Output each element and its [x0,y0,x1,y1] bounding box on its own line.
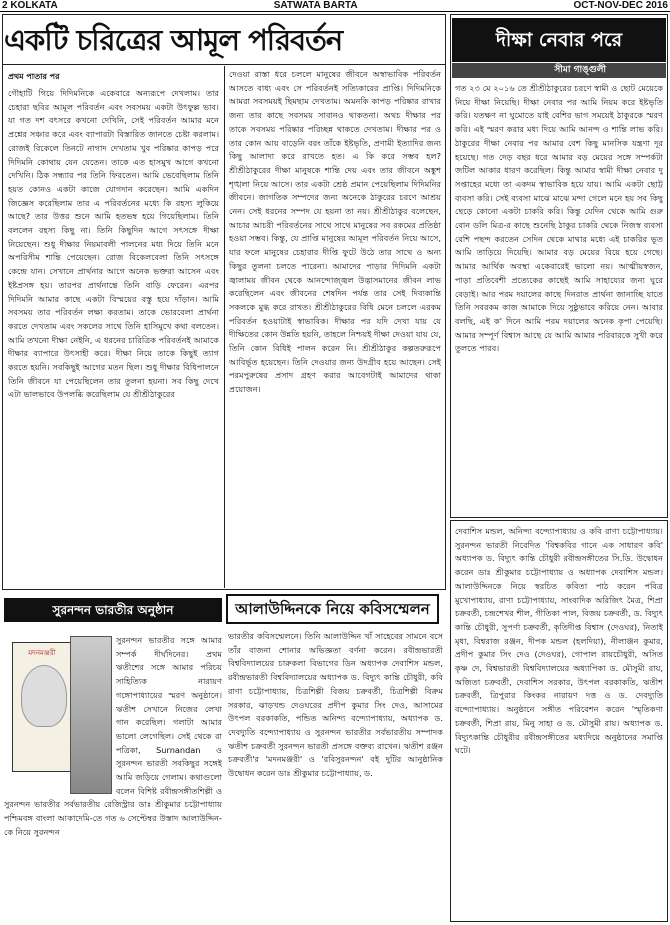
header-right: OCT-NOV-DEC 2016 [573,0,668,11]
article-side-body-text: গত ২৩ মে ২০১৬ তে শ্রীশ্রীঠাকুরের চরণে স্বামী ও ছোট মেয়েকে নিয়ে দীক্ষা নিয়েছি। দীক্ষা নেবার পর আমি নিয়ম করে ইষ্টভৃতি করি। যতক্ষণ না ঘুমোতে যাই বেশির ভাগ সময়েই ঠাকুরকে স্মরণ করি। এই স্মরণ করার মধ্য দিয়ে আমি আনন্দ ও শান্তি লাভ করি। ঠাকুরের দীক্ষা নেবার পর আমার বেশ কিছু মানসিক যন্ত্রণা দূর হয়েছে। গত দেড় বছর ধরে আমার বড় মেয়ের সঙ্গে সম্পর্কটা জটিল আকার ধারণ করেছিল। কিন্তু আমার স্বামী দীক্ষা নেবার দু সপ্তাহের মধ্যে তা একদম স্বাভাবিক হয়ে যায়। আমি একটা ছোট্ট ব্যবসা করি। সেই ব্যবসা মাঝে মাঝে মন্দা গেলে মনে হয় সব কিছু ছেড়ে কোনো একটা চাকরি করি। কিন্তু যেদিন থেকে আমি গুরু বোন ডলি মিত্র-র কাছে শুনেছি ঠাকুর চাকরি থেকে নিজস্ব ব্যবসা বেশি পছন্দ করতেন সেদিন থেকে মাথার মধ্যে এই চাকরির ভূত আমি তাড়িয়ে দিয়েছি। আমার বড় মেয়ের বিয়ে হয়ে গেছে। আমার আর্থিক অবস্থা একেবারেই ভালো নয়। আত্মীয়স্বজন, পাড়া প্রতিবেশী প্রত্যেকের কাছেই আমি সাহায্যের জন্য ঘুরে বেড়াই। আর পরম দয়ালের কাছে দিনরাত প্রার্থনা জানাচ্ছি যাতে তিনি সবরকম কাজ আমাকে দিয়ে সুষ্ঠুভাবে করিয়ে নেন। আবার বলছি, এই ক' দিনে আমি পরম দয়ালের অনেক কৃপা পেয়েছি। আমার সম্পূর্ণ বিশ্বাস আছে যে আমি আমার পরিবারকে সুখী করে তুলতে পারব। [455,83,663,354]
article-main-kicker: প্রথম পাতার পর [8,72,60,81]
article-side-body [455,82,663,514]
book-cover-title: মদনমঞ্জরী [28,649,56,657]
column-divider [224,66,225,588]
article-event-section-label: সুরনন্দন ভারতীর অনুষ্ঠান [4,598,222,622]
article-event-col-2 [228,630,443,922]
article-side-headline: দীক্ষা নেবার পরে [452,18,666,62]
article-event-col-3-text: দেবাশিস মন্ডল, অনিন্দ্য বন্দ্যোপাধ্যায় ও কবি রাণা চট্টোপাধ্যায়। সুরনন্দন ভারতী নিবেদিত 'বিশ্বকবির গানে এক সাধারণ কবি' অধ্যাপক ড. বিদ্যুৎ কান্তি চৌধুরী রবীন্দ্রসঙ্গীতের সি.ডি. উদ্বোধন করেন ডাঃ শ্রীকুমার চট্টোপাধ্যায় ও অধ্যাপক দেবাশিস মন্ডল। আলাউদ্দিনকে নিয়ে স্বরচিত কবিতা পাঠ করেন পবিত্র মুখোপাধ্যায়, রাণা চট্টোপাধ্যায়, সাংবাদিক অরিজিৎ মৈত্র, শিপ্রা চক্রবর্তী, চন্দ্রশেখর শীল, গীতিকা পাল, বিজয় চক্রবর্তী, ড. বিদ্যুৎ কান্তি চৌধুরী, সুপর্ণা চক্রবর্তী, কৃতিদীপ্ত বিশ্বাস (দেওঘর), নিতাই মৃধা, বিশ্বরাজ রঞ্জন, দীপক মন্ডল (হলদিয়া), নীলাঞ্জন কুমার, প্রদীপ কুমার সিং দেও (দেওঘর), গোপাল রায়চৌধুরী, অসিত কৃষ্ণ দে, বিশ্বভারতী বিশ্ববিদ্যালয়ের অধ্যাপিকা ড. মৌসুমী রায়, অজিতা চক্রবর্তী, দেবাশিস সরকার, উৎপল বরকাকতি, ঋতীশ চক্রবর্তী, ত্রিপুরার কিংকর নারায়ণ দত্ত ও ড. দেবদ্যুতি বন্দ্যোপাধ্যায়। অনুষ্ঠানে সঙ্গীত পরিবেশন করেন 'স্মৃতিকণা চক্রবর্তী, শিপ্রা রায়, মিনু সাহা ও ড. মৌসুমী রায়। অধ্যাপক ড. বিদ্যুৎকান্তি চৌধুরীর রবীন্দ্রসঙ্গীতের মধ্যদিয়ে অনুষ্ঠানের সমাপ্তি ঘটে। [455,526,663,756]
article-event-col-3 [455,525,663,920]
article-main-headline: একটি চরিত্রের আমূল পরিবর্তন [4,23,343,57]
article-main-col-2 [229,68,441,587]
article-main-col-2-text: দেওয়া রাস্তা ধরে চললে মানুষের জীবনে অস্বাভাবিক পরিবর্তন আসতে বাধ্য এবং সে পরিবর্তনই সত্যিকারের প্রাপ্তি। দিদিমনিকে আমরা সবসময়ই ছিমছাম দেখতাম। অমনকি কাপড় পরিষ্কার রাখার জন্য তার কাছে সবসময় সাবানও থাকতনা। অথচ দীক্ষার পর তাকে সবসময় পরিষ্কার পরিচ্ছন্ন থাকতে দেখতাম। দীক্ষার পর ও তার কোন আয় বাড়েনি বরং তাঁকে ইষ্টভৃতি, প্রণামী ইত্যাদির জন্য কিছু আলাদা করে রাখতে হত। এ কি করে সম্ভব হল? শ্রীশ্রীঠাকুরের দীক্ষা মানুষকে শান্তি দেয় এবং তার জীবনে অঙ্কুশ শৃঙ্খলা নিয়ে আসে। তার একটা শ্রেষ্ঠ প্রমান পেয়েছিলাম দিদিমনির জীবনে। জাগতিক সম্পদের জন্য অনেকে ঠাকুরের চরণে আশ্রয় নেন। সেই ধরনের সম্পদ যে হয়না তা নয়। শ্রীশ্রীঠাকুর বলেছেন, আচার আচরী পরিবর্তনের সাথে সাথে মানুষের সব রকমের প্রতিষ্ঠা হওয়া সম্ভব। কিন্তু, যে প্রাপ্তি মানুষের আমূল পরিবর্তন নিয়ে আসে, যার ফলে মানুষের চেহারার দীপ্তি ফুটে উঠে তার সাথে ও অন্য কিছুর তুলনা চলতে পারেনা। আমাদের পাড়ার দিদিমনি একটা জ্বালাময় জীবন থেকে আনন্দোজ্জ্বল উদ্ভাসমানের জীবন লাভ করেছিলেন এবং জীবনের শেষদিন পর্যন্ত তার সেই দিব্যকান্তি সকলকে মুগ্ধ করে রাখত। শ্রীশ্রীঠাকুরের বিধি মেনে চললে এরকম পরিবর্তন হওয়াটাই স্বাভাবিক। দীক্ষার পর যদি দেখা যায় যে দীক্ষিতের কোন উন্নতি হয়নি, তাহলে নিশ্চয়ই দীক্ষা দেওয়া যায় যে, তিনি কোন বিধিই পালন করেন নি। শ্রীশ্রীঠাকুর কল্পতরুরূপে আবির্ভূত হয়েছেন। তিনি দেওয়ার জন্য উদগ্রীব হয়ে আছেন। সেই পরমপুরুষের প্রসাদ গ্রহণ করার আবেগটাই আমাদের থাকা প্রয়োজন। [229,69,441,395]
article-main-col-1-text: গৌহাটি গিয়ে দিদিমনিকে একেবারে অন্যরূপে দেখলাম। তার চেহারা ছবির আমূল পরিবর্তন এবং সবসময় একটা উৎফুল্ল ভাব। যা গত দশ বৎসরে কখনো দেখিনি, সেই পরিবর্তন আমার মনে প্রশ্নের সঞ্চার করে এবং ব্যাপারটা বিস্তারিত জানতে চেষ্টা করলাম। রোজই বিকেলে তিনটে নাগাদ দেখতাম খুব পরিষ্কার কাপড় পরে দিদিমনি কোথায় যেন যেতেন। তাকে এত হাসমুখ আগে কখনো দেখিনি। ঠিক সন্ধ্যার পর তিনি ফিরতেন। আমি ভেবেছিলাম তিনি হয়ত কোনও একটা কাজে যোগদান করেছেন। আমি একদিন জিজ্ঞেস করেছিলাম তার এ পরিবর্তনের মধ্যে কি রহস্য লুকিয়ে আছে? তার উত্তর শুনে আমি হতভম্ব হয়ে গিয়েছিলাম। তিনি বললেন রহস্য কিছু না। তিনি কিছুদিন আগে সৎসঙ্গে দীক্ষা নিয়েছেন। শুধু দীক্ষার নিয়মাবলী পালনের মধ্য দিয়ে তিনি মনে অপরিসীম শান্তি পেয়েছেন। রোজ বিকেলবেলা তিনি সৎসঙ্গে কেন্দ্রে যান। সেখানে প্রার্থনার আগে অনেক ভক্তরা আসেন এবং ইষ্টপ্রসঙ্গ হয়। তারপর প্রার্থনান্তে তিনি বাড়ি ফেরেন। এরপর দিদিমনি আমার কাছে একটা বিস্ময়ের বস্তু হয়ে দাঁড়ান। আমি সবসময় তার পরিবর্তন লক্ষ্য করতাম। তাকে ভোরবেলা প্রার্থনা করতে দেখতাম এবং সকলের সাথে তিনি হাসিমুখে কথা বলতেন। আমি তখনো দীক্ষা নেইনি, এ ধরনের চারিত্রিক পরিবর্তনই আমাকে দীক্ষার ব্যাপারে উৎসাহী করে। দীক্ষা নিয়ে তাকে কিছুই ত্যাগ করতে হয়নি। সবকিছুই আগের মতন ছিল। শুধু দীক্ষার বিধিপালনে তিনি জীবনে যা পেয়েছিলেন তার তুলনা হয়না। সব কিছু দেখে এটা ভালভাবে উপলব্ধি করেছিলাম যে শ্রীশ্রীঠাকুরের [8,88,219,400]
article-event-headline: আলাউদ্দিনকে নিয়ে কবিসম্মেলন [226,594,439,624]
article-event-col-1-text: সুরনন্দন ভারতীর সঙ্গে আমার সম্পর্ক দীর্ঘদিনের। প্রথম ঋতীশের সঙ্গে আমার পরিচয় সাহিত্যিক নারায়ণ গঙ্গোপাধ্যায়ের স্মরণ অনুষ্ঠানে। ঋতীশ সেখানে নিজের লেখা গান করেছিল। গলাটা আমার ভালো লেগেছিল। সেই থেকে রা পত্রিকা, Surnandan ও সুরনন্দন ভারতী সবকিছুর সঙ্গেই আমি জড়িয়ে গেলাম। কথাগুলো বলেন বিশিষ্ট রবীন্দ্রসঙ্গীতশিল্পী ও সুরনন্দন ভারতীর সর্বভারতীয় রেজিস্ট্রার ডাঃ শ্রীকুমার চট্টোপাধ্যায় পশ্চিমবঙ্গ বাংলা আকাদেমি-তে গত ৬ সেপ্টেম্বর উস্তাদ আলাউদ্দিন-কে নিয়ে সুরনন্দন [4,635,222,837]
image-float-spacer [4,634,116,798]
article-side-author: সীমা গাঙ্গুলী [452,63,666,78]
article-event-col-2-text: ভারতীর কবিসম্মেলনে। তিনি আলাউদ্দিন খাঁ সাহেবের সামনে বসে তাঁর বাজনা শোনার অভিজ্ঞতা বর্ণনা করেন। রবীন্দ্রভারতী বিশ্ববিদ্যালয়ের চারুকলা বিভাগের ডিন অধ্যাপক দেবাশিস মন্ডল, রবীন্দ্রভারতী বিশ্ববিদ্যালয়ের অধ্যাপক ড. বিদ্যুৎ কান্তি চৌধুরী, কবি রাণা চট্টোপাধ্যায়, চিত্রশিল্পী বিজয় চক্রবর্তী, চিত্রশিল্পী বিক্রম সরকার, ঝাড়খন্ড দেওঘরের প্রদীপ কুমার সিং দেও, আসামের উৎপল বরকাকতি, পন্ডিত অনিন্দ্য বন্দ্যোপাধ্যায়, অধ্যাপক ড. দেবদ্যুতি বন্দ্যোপাধ্যায় ও সুরনন্দন ভারতীর সর্বভারতীয় সম্পাদক ঋতীশ চক্রবর্তী সুরনন্দন ভারতী প্রসঙ্গে বক্তব্য রাখেন। ঋতীশ রঞ্জন চক্রবর্তী'র 'মদনমঞ্জরী' ও 'রবিসুরনন্দন' বই দুটির আনুষ্ঠানিক উদ্বোধন করেন ডাঃ শ্রীকুমার চট্টোপাধ্যায়, ড. [228,631,443,779]
page-header [0,0,670,12]
header-left: 2 KOLKATA [2,0,58,11]
headline-divider [2,64,446,65]
article-event-col-1-wrap [4,634,222,922]
article-main-col-1 [8,87,219,587]
header-center: SATWATA BARTA [273,0,358,11]
